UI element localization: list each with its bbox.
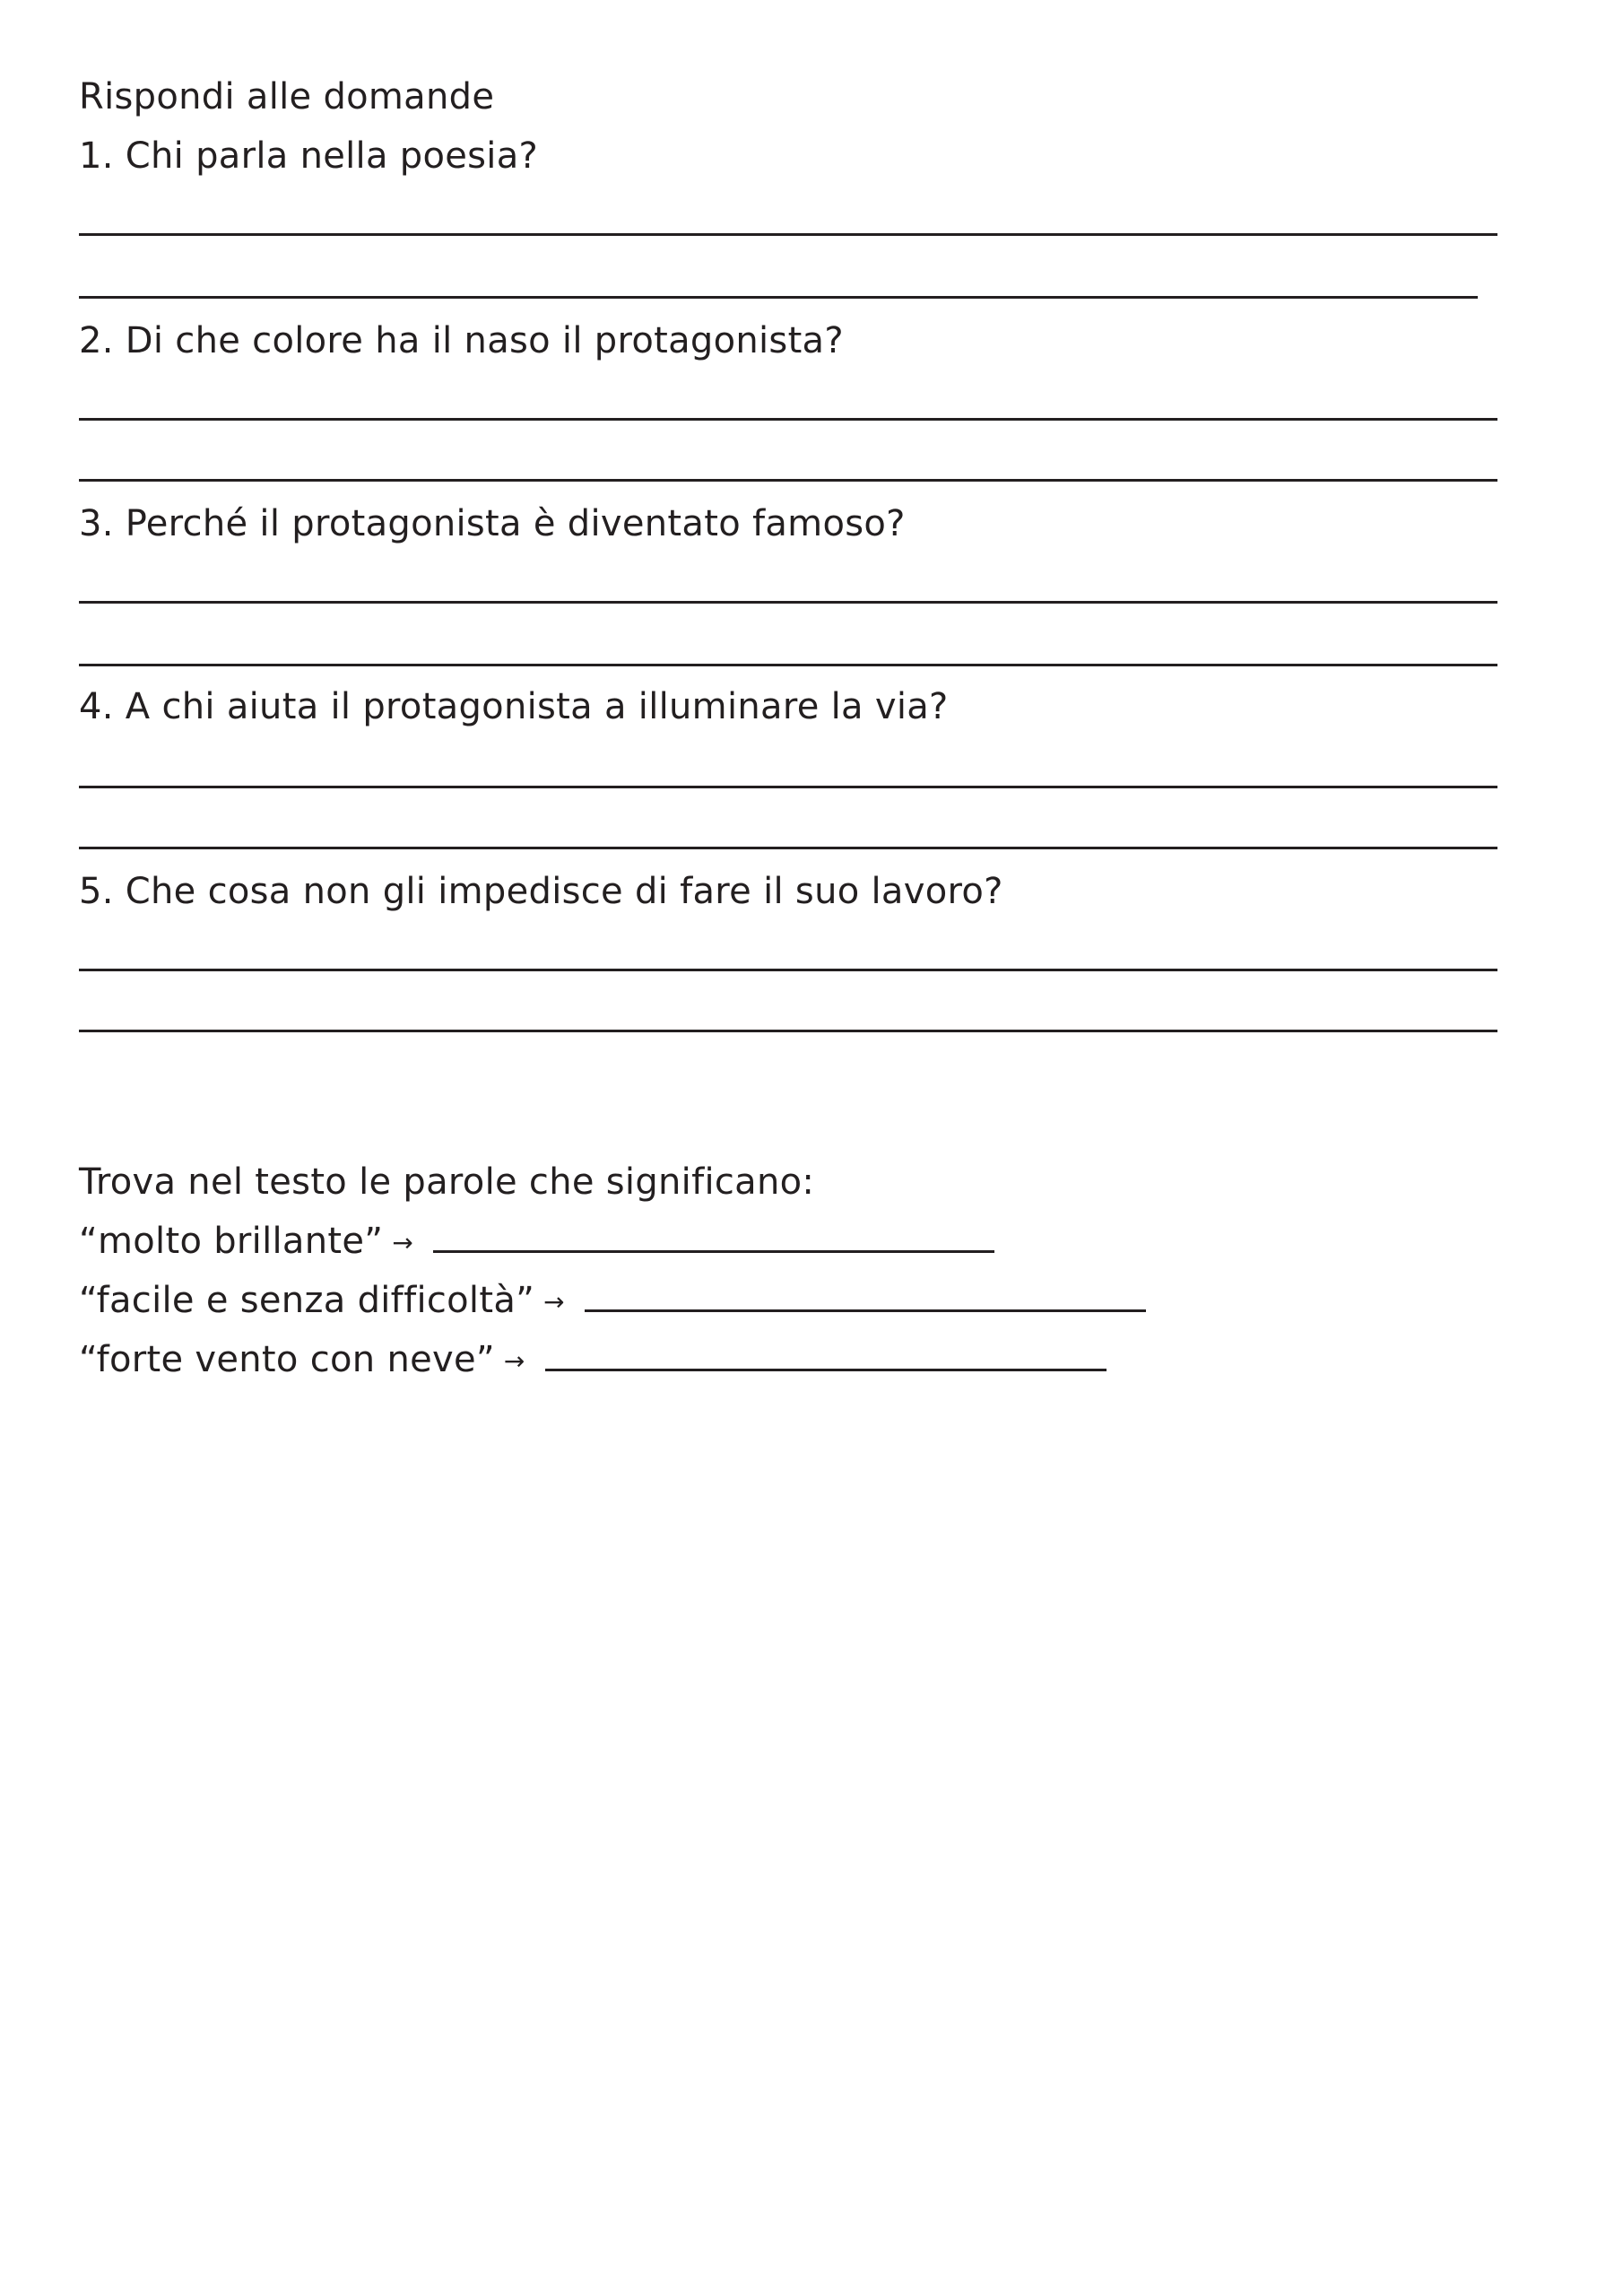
arrow-right-icon: →: [392, 1228, 414, 1257]
answer-line[interactable]: [79, 664, 1497, 666]
section-title-vocabulary: Trova nel testo le parole che significano:: [79, 1161, 815, 1203]
answer-line[interactable]: [79, 847, 1497, 849]
answer-line[interactable]: [79, 601, 1497, 604]
vocabulary-item-2: [79, 1275, 1146, 1329]
question-4: [79, 682, 949, 732]
question-number: 3.: [79, 503, 114, 544]
question-number: 4.: [79, 686, 114, 727]
question-2: [79, 316, 844, 366]
vocabulary-answer-blank[interactable]: [433, 1250, 994, 1253]
answer-line[interactable]: [79, 479, 1497, 482]
answer-line[interactable]: [79, 969, 1497, 971]
vocabulary-prompt: “facile e senza difficoltà”: [79, 1280, 535, 1321]
vocabulary-prompt: “molto brillante”: [79, 1221, 384, 1262]
question-number: 5.: [79, 871, 114, 912]
question-1: [79, 131, 538, 181]
arrow-right-icon: →: [503, 1346, 525, 1376]
vocabulary-item-1: [79, 1216, 994, 1270]
question-text: Perché il protagonista è diventato famoso?: [125, 503, 906, 544]
question-text: Che cosa non gli impedisce di fare il suo lavoro?: [125, 871, 1003, 912]
arrow-right-icon: →: [543, 1287, 565, 1317]
vocabulary-item-3: [79, 1335, 1107, 1388]
vocabulary-answer-blank[interactable]: [585, 1309, 1146, 1312]
question-text: Di che colore ha il naso il protagonista?: [125, 320, 844, 361]
question-5: [79, 866, 1003, 917]
question-number: 1.: [79, 135, 114, 177]
answer-line[interactable]: [79, 296, 1478, 299]
question-3: [79, 499, 906, 549]
answer-line[interactable]: [79, 233, 1497, 236]
question-text: A chi aiuta il protagonista a illuminare la via?: [125, 686, 949, 727]
answer-line[interactable]: [79, 1030, 1497, 1032]
question-number: 2.: [79, 320, 114, 361]
question-text: Chi parla nella poesia?: [125, 135, 539, 177]
vocabulary-answer-blank[interactable]: [545, 1369, 1107, 1371]
answer-line[interactable]: [79, 786, 1497, 788]
vocabulary-prompt: “forte vento con neve”: [79, 1339, 495, 1380]
answer-line[interactable]: [79, 418, 1497, 421]
section-title-answers: Rispondi alle domande: [79, 76, 495, 117]
